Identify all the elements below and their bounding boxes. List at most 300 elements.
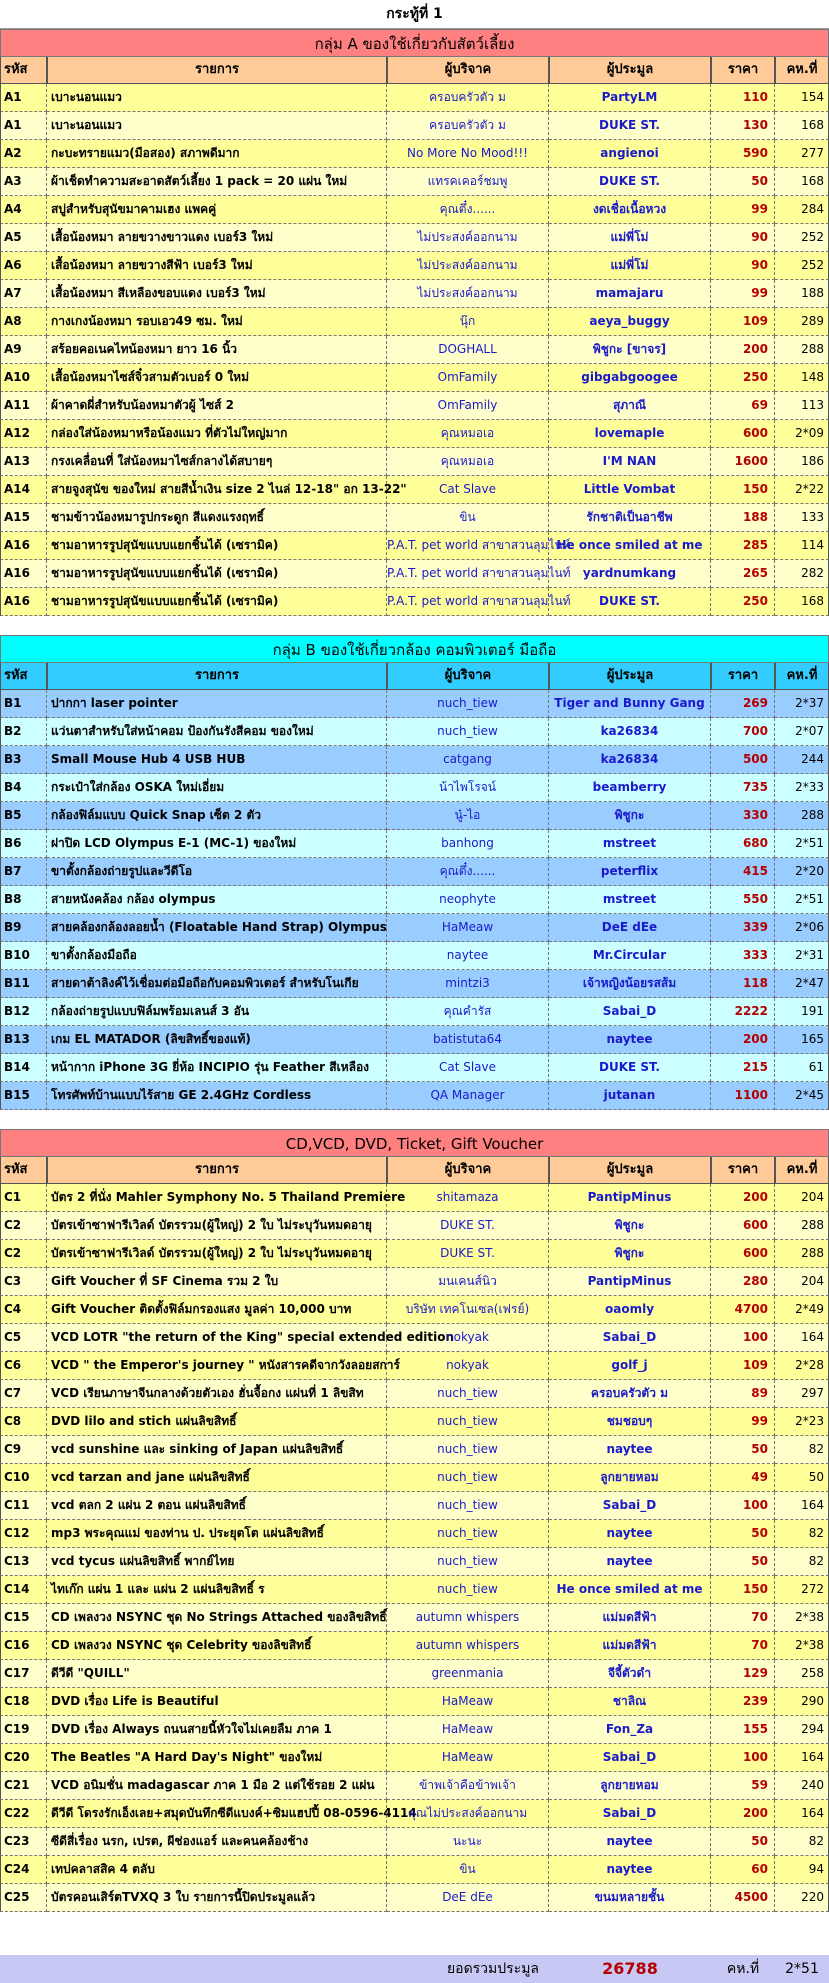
item-name: กล้องถ่ายรูปแบบฟิล์มพร้อมเลนส์ 3 อัน	[47, 998, 387, 1026]
bidder-name: แม่มดสีฟ้า	[549, 1632, 711, 1660]
item-code: C10	[0, 1464, 47, 1492]
total-value: 26788	[602, 1959, 658, 1978]
item-name: ขาตั้งกล้องถ่ายรูปและวีดีโอ	[47, 858, 387, 886]
bidder-name: golf_j	[549, 1352, 711, 1380]
post-number: 114	[775, 532, 829, 560]
price: 130	[711, 112, 775, 140]
donor-name: แทรคเคอร์ชมพู	[387, 168, 549, 196]
price: 269	[711, 690, 775, 718]
table-row	[0, 1520, 829, 1548]
donor-name: นู๋-ไอ	[387, 802, 549, 830]
post-number: 164	[775, 1492, 829, 1520]
bidder-name: Sabai_D	[549, 1492, 711, 1520]
donor-name: nuch_tiew	[387, 1548, 549, 1576]
table-row	[0, 1352, 829, 1380]
item-name: หน้ากาก iPhone 3G ยี่ห้อ INCIPIO รุ่น Feather สีเหลือง	[47, 1054, 387, 1082]
total-post-label: คห.ที่	[726, 1961, 760, 1977]
bidder-name: งดเชื่อเนื้อหวง	[549, 196, 711, 224]
bidder-name: ka26834	[549, 746, 711, 774]
price: 1100	[711, 1082, 775, 1110]
price: 2222	[711, 998, 775, 1026]
table-row	[0, 112, 829, 140]
bidder-name: peterflix	[549, 858, 711, 886]
price: 109	[711, 308, 775, 336]
post-number: 294	[775, 1716, 829, 1744]
total-label: ยอดรวมประมูล	[446, 1961, 539, 1977]
column-header-post: คห.ที่	[775, 57, 829, 84]
donor-name: nokyak	[387, 1352, 549, 1380]
bidder-name: Fon_Za	[549, 1716, 711, 1744]
post-number: 2*33	[775, 774, 829, 802]
item-code: B4	[0, 774, 47, 802]
table-row	[0, 84, 829, 112]
post-number: 288	[775, 336, 829, 364]
price: 200	[711, 1026, 775, 1054]
item-code: A14	[0, 476, 47, 504]
table-row	[0, 140, 829, 168]
table-row	[0, 690, 829, 718]
item-name: ผ้าคาดผี่สำหรับน้องหมาตัวผู้ ไซส์ 2	[47, 392, 387, 420]
item-code: C17	[0, 1660, 47, 1688]
donor-name: DUKE ST.	[387, 1212, 549, 1240]
donor-name: บริษัท เทคโนเซล(เฟรย์)	[387, 1296, 549, 1324]
column-header-donor: ผู้บริจาค	[387, 1157, 549, 1184]
price: 4700	[711, 1296, 775, 1324]
table-row	[0, 1688, 829, 1716]
price: 150	[711, 476, 775, 504]
table-row	[0, 336, 829, 364]
item-code: C6	[0, 1352, 47, 1380]
item-code: A7	[0, 280, 47, 308]
price: 90	[711, 224, 775, 252]
table-row	[0, 560, 829, 588]
price: 265	[711, 560, 775, 588]
bidder-name: He once smiled at me	[549, 532, 711, 560]
column-header-code: รหัส	[0, 663, 47, 690]
bidder-name: DUKE ST.	[549, 588, 711, 616]
column-header-bidder: ผู้ประมูล	[549, 663, 711, 690]
table-row	[0, 1464, 829, 1492]
bidder-name: I'M NAN	[549, 448, 711, 476]
bidder-name: PartyLM	[549, 84, 711, 112]
price: 4500	[711, 1884, 775, 1912]
post-number: 252	[775, 224, 829, 252]
item-name: บัตรคอนเสิร์ตTVXQ 3 ใบ รายการนี้ปิดประมูลแล้ว	[47, 1884, 387, 1912]
table-row	[0, 392, 829, 420]
item-code: C25	[0, 1884, 47, 1912]
item-code: B15	[0, 1082, 47, 1110]
table-row	[0, 224, 829, 252]
bidder-name: ครอบครัวตัว ม	[549, 1380, 711, 1408]
post-number: 2*09	[775, 420, 829, 448]
price: 89	[711, 1380, 775, 1408]
table-row	[0, 252, 829, 280]
price: 50	[711, 1436, 775, 1464]
item-name: สายจูงสุนัข ของใหม่ สายสีน้ำเงิน size 2 ไนล่ 12-18" อก 13-22"	[47, 476, 387, 504]
table-row	[0, 1240, 829, 1268]
item-name: ชามอาหารรูปสุนัขแบบแยกชิ้นได้ (เซรามิค)	[47, 532, 387, 560]
bidder-name: naytee	[549, 1520, 711, 1548]
item-code: C24	[0, 1856, 47, 1884]
table-row	[0, 858, 829, 886]
item-name: กระเป๋าใส่กล้อง OSKA ใหม่เอี่ยม	[47, 774, 387, 802]
donor-name: HaMeaw	[387, 1688, 549, 1716]
donor-name: P.A.T. pet world สาขาสวนลุมไนท์	[387, 560, 549, 588]
item-code: C5	[0, 1324, 47, 1352]
item-name: กางเกงน้องหมา รอบเอว49 ซม. ใหม่	[47, 308, 387, 336]
donor-name: P.A.T. pet world สาขาสวนลุมไนท์	[387, 532, 549, 560]
bidder-name: Sabai_D	[549, 1800, 711, 1828]
table-row	[0, 1828, 829, 1856]
item-name: vcd sunshine และ sinking of Japan แผ่นลิขสิทธิ์	[47, 1436, 387, 1464]
post-number: 2*37	[775, 690, 829, 718]
item-name: สบู่สำหรับสุนัขมาคามเฮง แพคคู่	[47, 196, 387, 224]
column-header-item: รายการ	[47, 57, 387, 84]
item-code: C13	[0, 1548, 47, 1576]
item-name: กรงเคลื่อนที่ ใส่น้องหมาไซส์กลางได้สบายๆ	[47, 448, 387, 476]
bidder-name: Sabai_D	[549, 1324, 711, 1352]
price: 1600	[711, 448, 775, 476]
bidder-name: สุภาณี	[549, 392, 711, 420]
donor-name: greenmania	[387, 1660, 549, 1688]
item-name: สร้อยคอเนคไทน้องหมา ยาว 16 นิ้ว	[47, 336, 387, 364]
item-name: กะบะทรายแมว(มือสอง) สภาพดีมาก	[47, 140, 387, 168]
bidder-name: naytee	[549, 1828, 711, 1856]
table-row	[0, 914, 829, 942]
bidder-name: naytee	[549, 1436, 711, 1464]
post-number: 61	[775, 1054, 829, 1082]
bidder-name: mstreet	[549, 830, 711, 858]
donor-name: HaMeaw	[387, 914, 549, 942]
item-name: ชามข้าวน้องหมารูปกระดูก สีแดงแรงฤทธิ์	[47, 504, 387, 532]
donor-name: nuch_tiew	[387, 1576, 549, 1604]
donor-name: No More No Mood!!!	[387, 140, 549, 168]
column-header-donor: ผู้บริจาค	[387, 663, 549, 690]
bidder-name: naytee	[549, 1856, 711, 1884]
item-code: A13	[0, 448, 47, 476]
post-number: 2*49	[775, 1296, 829, 1324]
post-number: 82	[775, 1436, 829, 1464]
item-name: DVD lilo and stich แผ่นลิขสิทธิ์	[47, 1408, 387, 1436]
table-row	[0, 1632, 829, 1660]
price: 590	[711, 140, 775, 168]
total-row	[0, 1955, 829, 1983]
item-code: B8	[0, 886, 47, 914]
donor-name: batistuta64	[387, 1026, 549, 1054]
item-code: A1	[0, 112, 47, 140]
table-row	[0, 476, 829, 504]
post-number: 2*07	[775, 718, 829, 746]
table-row	[0, 1436, 829, 1464]
item-name: DVD เรื่อง Always ถนนสายนี้หัวใจไม่เคยลืม ภาค 1	[47, 1716, 387, 1744]
item-code: A2	[0, 140, 47, 168]
bidder-name: รักชาติเป็นอาชีพ	[549, 504, 711, 532]
column-header-item: รายการ	[47, 663, 387, 690]
price: 99	[711, 280, 775, 308]
bidder-name: พิชูกะ	[549, 1240, 711, 1268]
table-row	[0, 168, 829, 196]
item-code: A4	[0, 196, 47, 224]
price: 333	[711, 942, 775, 970]
bidder-name: Sabai_D	[549, 998, 711, 1026]
bidder-name: พิชูกะ [ขาจร]	[549, 336, 711, 364]
post-number: 2*51	[775, 886, 829, 914]
bidder-name: ลูกยายหอม	[549, 1464, 711, 1492]
item-code: A5	[0, 224, 47, 252]
item-name: Gift Voucher ที่ SF Cinema รวม 2 ใบ	[47, 1268, 387, 1296]
item-code: A16	[0, 532, 47, 560]
donor-name: nuch_tiew	[387, 1464, 549, 1492]
item-code: C9	[0, 1436, 47, 1464]
item-code: B5	[0, 802, 47, 830]
table-row	[0, 802, 829, 830]
item-name: สายหนังคล้อง กล้อง olympus	[47, 886, 387, 914]
item-code: C20	[0, 1744, 47, 1772]
donor-name: คุณไม่ประสงค์ออกนาม	[387, 1800, 549, 1828]
post-number: 154	[775, 84, 829, 112]
price: 500	[711, 746, 775, 774]
post-number: 282	[775, 560, 829, 588]
bidder-name: แม่พี่โม่	[549, 224, 711, 252]
post-number: 284	[775, 196, 829, 224]
item-name: เสื้อน้องหมา สีเหลืองขอบแดง เบอร์3 ใหม่	[47, 280, 387, 308]
post-number: 2*28	[775, 1352, 829, 1380]
donor-name: ไม่ประสงค์ออกนาม	[387, 224, 549, 252]
price: 700	[711, 718, 775, 746]
item-name: เทปคลาสสิค 4 ตลับ	[47, 1856, 387, 1884]
section-title: กลุ่ม B ของใช้เกี่ยวกล้อง คอมพิวเตอร์ มือถือ	[0, 635, 829, 663]
item-code: B2	[0, 718, 47, 746]
donor-name: autumn whispers	[387, 1632, 549, 1660]
donor-name: Cat Slave	[387, 1054, 549, 1082]
price: 215	[711, 1054, 775, 1082]
post-number: 297	[775, 1380, 829, 1408]
table-row	[0, 504, 829, 532]
item-name: ซีดีสี่เรื่อง นรก, เปรต, ผีช่องแอร์ และคนคล้องช้าง	[47, 1828, 387, 1856]
item-name: Small Mouse Hub 4 USB HUB	[47, 746, 387, 774]
table-row	[0, 886, 829, 914]
price: 188	[711, 504, 775, 532]
item-code: A9	[0, 336, 47, 364]
price: 250	[711, 588, 775, 616]
bidder-name: PantipMinus	[549, 1268, 711, 1296]
bidder-name: ชมชอบๆ	[549, 1408, 711, 1436]
table-row	[0, 1324, 829, 1352]
donor-name: catgang	[387, 746, 549, 774]
table-row	[0, 1604, 829, 1632]
item-name: ขาตั้งกล้องมือถือ	[47, 942, 387, 970]
item-code: A15	[0, 504, 47, 532]
bidder-name: Mr.Circular	[549, 942, 711, 970]
column-header-bidder: ผู้ประมูล	[549, 1157, 711, 1184]
bidder-name: ขนมหลายชั้น	[549, 1884, 711, 1912]
post-number: 82	[775, 1828, 829, 1856]
table-row	[0, 1212, 829, 1240]
item-name: บัตรเข้าซาฟารีเวิลด์ บัตรรวม(ผู้ใหญ่) 2 ใบ ไม่ระบุวันหมดอายุ	[47, 1240, 387, 1268]
post-number: 277	[775, 140, 829, 168]
price: 250	[711, 364, 775, 392]
bidder-name: Little Vombat	[549, 476, 711, 504]
table-row	[0, 448, 829, 476]
post-number: 2*22	[775, 476, 829, 504]
section-title: กลุ่ม A ของใช้เกี่ยวกับสัตว์เลี้ยง	[0, 29, 829, 57]
post-number: 2*38	[775, 1632, 829, 1660]
post-number: 2*31	[775, 942, 829, 970]
item-name: mp3 พระคุณแม่ ของท่าน ป. ประยุตโต แผ่นลิขสิทธิ์	[47, 1520, 387, 1548]
post-number: 288	[775, 802, 829, 830]
table-row	[0, 1492, 829, 1520]
price: 109	[711, 1352, 775, 1380]
item-name: The Beatles "A Hard Day's Night" ของใหม่	[47, 1744, 387, 1772]
price: 550	[711, 886, 775, 914]
price: 50	[711, 1548, 775, 1576]
donor-name: HaMeaw	[387, 1716, 549, 1744]
item-name: Gift Voucher ติดตั้งฟิล์มกรองแสง มูลค่า 10,000 บาท	[47, 1296, 387, 1324]
item-name: CD เพลงวง NSYNC ชุด Celebrity ของลิขสิทธิ์	[47, 1632, 387, 1660]
post-number: 168	[775, 168, 829, 196]
item-code: B3	[0, 746, 47, 774]
column-header-post: คห.ที่	[775, 1157, 829, 1184]
donor-name: ไม่ประสงค์ออกนาม	[387, 252, 549, 280]
page-title: กระทู้ที่ 1	[0, 0, 829, 29]
donor-name: DUKE ST.	[387, 1240, 549, 1268]
item-code: A10	[0, 364, 47, 392]
item-name: vcd tarzan and jane แผ่นลิขสิทธิ์	[47, 1464, 387, 1492]
post-number: 94	[775, 1856, 829, 1884]
donor-name: นะนะ	[387, 1828, 549, 1856]
table-row	[0, 942, 829, 970]
price: 155	[711, 1716, 775, 1744]
item-name: DVD เรื่อง Life is Beautiful	[47, 1688, 387, 1716]
column-header-bidder: ผู้ประมูล	[549, 57, 711, 84]
donor-name: Cat Slave	[387, 476, 549, 504]
item-name: vcd ตลก 2 แผ่น 2 ตอน แผ่นลิขสิทธิ์	[47, 1492, 387, 1520]
item-code: C2	[0, 1240, 47, 1268]
donor-name: DeE dEe	[387, 1884, 549, 1912]
table-row	[0, 1380, 829, 1408]
item-code: B9	[0, 914, 47, 942]
section-spacer	[0, 1110, 829, 1129]
item-code: C2	[0, 1212, 47, 1240]
column-header-price: ราคา	[711, 663, 775, 690]
bidder-name: naytee	[549, 1026, 711, 1054]
auction-tables	[0, 29, 829, 1912]
post-number: 244	[775, 746, 829, 774]
item-name: VCD อนิมชั่น madagascar ภาค 1 มือ 2 แต่ใช้รอย 2 แผ่น	[47, 1772, 387, 1800]
price: 100	[711, 1744, 775, 1772]
bidder-name: mamajaru	[549, 280, 711, 308]
table-row	[0, 970, 829, 998]
bidder-name: DUKE ST.	[549, 1054, 711, 1082]
price: 280	[711, 1268, 775, 1296]
post-number: 204	[775, 1184, 829, 1212]
donor-name: คุณตึ๋ง......	[387, 858, 549, 886]
bidder-name: yardnumkang	[549, 560, 711, 588]
item-name: vcd tycus แผ่นลิขสิทธิ์ พากย์ไทย	[47, 1548, 387, 1576]
price: 59	[711, 1772, 775, 1800]
item-name: แว่นตาสำหรับใส่หน้าคอม ป้องกันรังสีคอม ของใหม่	[47, 718, 387, 746]
table-row	[0, 420, 829, 448]
item-code: A8	[0, 308, 47, 336]
item-code: C3	[0, 1268, 47, 1296]
table-row	[0, 1082, 829, 1110]
bidder-name: PantipMinus	[549, 1184, 711, 1212]
section-b	[0, 635, 829, 1110]
donor-name: มนเคนส์นิว	[387, 1268, 549, 1296]
item-code: C11	[0, 1492, 47, 1520]
donor-name: autumn whispers	[387, 1604, 549, 1632]
bidder-name: พิชูกะ	[549, 1212, 711, 1240]
item-code: C15	[0, 1604, 47, 1632]
donor-name: banhong	[387, 830, 549, 858]
donor-name: ครอบครัวตัว ม	[387, 112, 549, 140]
item-name: VCD " the Emperor's journey " หนังสารคดีจากวังลอยสการ์	[47, 1352, 387, 1380]
item-code: A3	[0, 168, 47, 196]
column-header-code: รหัส	[0, 57, 47, 84]
table-row	[0, 718, 829, 746]
table-row	[0, 1296, 829, 1324]
post-number: 272	[775, 1576, 829, 1604]
bidder-name: จีจี้ตัวดำ	[549, 1660, 711, 1688]
item-name: CD เพลงวง NSYNC ชุด No Strings Attached ของลิขสิทธิ์	[47, 1604, 387, 1632]
bidder-name: naytee	[549, 1548, 711, 1576]
section-a	[0, 29, 829, 616]
item-name: บัตรเข้าซาฟารีเวิลด์ บัตรรวม(ผู้ใหญ่) 2 ใบ ไม่ระบุวันหมดอายุ	[47, 1212, 387, 1240]
item-code: B10	[0, 942, 47, 970]
item-name: VCD LOTR "the return of the King" special extended edition	[47, 1324, 387, 1352]
post-number: 252	[775, 252, 829, 280]
table-row	[0, 1576, 829, 1604]
item-code: C19	[0, 1716, 47, 1744]
item-code: C7	[0, 1380, 47, 1408]
item-code: B11	[0, 970, 47, 998]
column-header-donor: ผู้บริจาค	[387, 57, 549, 84]
section-title: CD,VCD, DVD, Ticket, Gift Voucher	[0, 1129, 829, 1157]
post-number: 2*06	[775, 914, 829, 942]
column-header-item: รายการ	[47, 1157, 387, 1184]
post-number: 165	[775, 1026, 829, 1054]
post-number: 289	[775, 308, 829, 336]
item-code: C8	[0, 1408, 47, 1436]
donor-name: P.A.T. pet world สาขาสวนลุมไนท์	[387, 588, 549, 616]
price: 99	[711, 1408, 775, 1436]
post-number: 168	[775, 112, 829, 140]
post-number: 2*47	[775, 970, 829, 998]
bidder-name: พิชูกะ	[549, 802, 711, 830]
price: 330	[711, 802, 775, 830]
item-name: กล้องฟิล์มแบบ Quick Snap เซ็ต 2 ตัว	[47, 802, 387, 830]
donor-name: neophyte	[387, 886, 549, 914]
item-code: B13	[0, 1026, 47, 1054]
column-header-price: ราคา	[711, 1157, 775, 1184]
table-row	[0, 774, 829, 802]
donor-name: นุ๊ก	[387, 308, 549, 336]
bidder-name: ka26834	[549, 718, 711, 746]
price: 60	[711, 1856, 775, 1884]
price: 50	[711, 1828, 775, 1856]
section-c	[0, 1129, 829, 1912]
bidder-name: แม่พี่โม่	[549, 252, 711, 280]
post-number: 164	[775, 1800, 829, 1828]
table-row	[0, 1856, 829, 1884]
column-header-row	[0, 1157, 829, 1184]
price: 415	[711, 858, 775, 886]
item-name: ผ้าเช็ดทำความสะอาดสัตว์เลี้ยง 1 pack = 20 แผ่น ใหม่	[47, 168, 387, 196]
price: 100	[711, 1492, 775, 1520]
item-code: C23	[0, 1828, 47, 1856]
donor-name: nuch_tiew	[387, 1520, 549, 1548]
item-name: ชามอาหารรูปสุนัขแบบแยกชิ้นได้ (เซรามิค)	[47, 560, 387, 588]
